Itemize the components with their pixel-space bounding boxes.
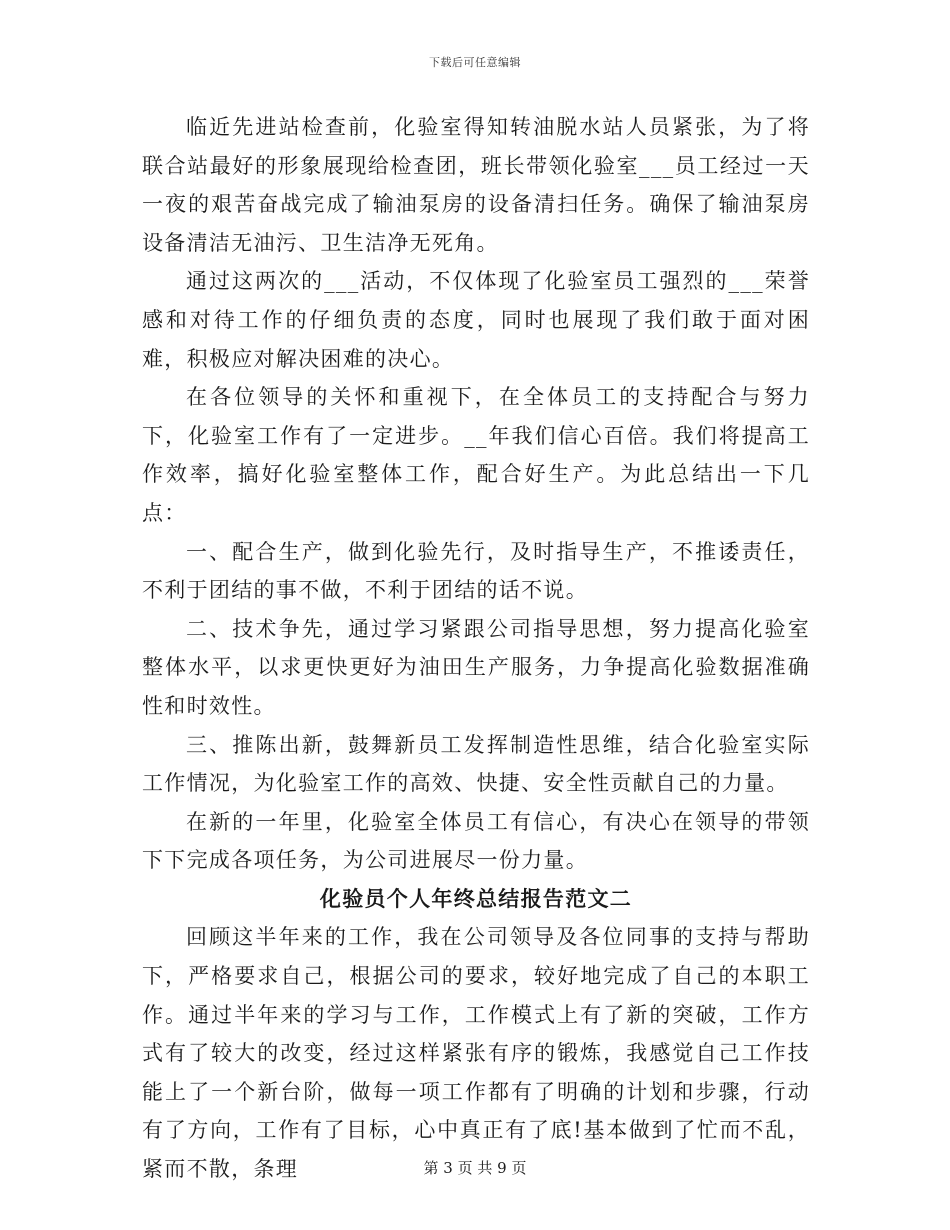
paragraph-point-one: 一、配合生产，做到化验先行，及时指导生产，不推诿责任，不利于团结的事不做，不利于团结的话不说。 xyxy=(142,539,810,603)
paragraph-progress: 在各位领导的关怀和重视下，在全体员工的支持配合与努力下，化验室工作有了一定进步。__年我们信心百倍。我们将提高工作效率，搞好化验室整体工作，配合好生产。为此总结出一下几点： xyxy=(142,385,810,525)
section-title: 化验员个人年终总结报告范文二 xyxy=(319,885,633,911)
document-body xyxy=(142,108,810,1189)
paragraph-point-three: 三、推陈出新，鼓舞新员工发挥制造性思维，结合化验室实际工作情况，为化验室工作的高效、快捷、安全性贡献自己的力量。 xyxy=(142,732,810,796)
paragraph-point-two: 二、技术争先，通过学习紧跟公司指导思想，努力提高化验室整体水平，以求更快更好为油田生产服务，力争提高化验数据准确性和时效性。 xyxy=(142,616,810,718)
paragraph-inspection-cleanup: 临近先进站检查前，化验室得知转油脱水站人员紧张，为了将联合站最好的形象展现给检查团，班长带领化验室___员工经过一天一夜的艰苦奋战完成了输油泵房的设备清扫任务。确保了输油泵房设备清洁无油污、卫生洁净无死角。 xyxy=(142,115,810,255)
paragraph-review: 回顾这半年来的工作，我在公司领导及各位同事的支持与帮助下，严格要求自己，根据公司的要求，较好地完成了自己的本职工作。通过半年来的学习与工作，工作模式上有了新的突破，工作方式有了较大的改变，经过这样紧张有序的锻炼，我感觉自己工作技能上了一个新台阶，做每一项工作都有了明确的计划和步骤，行动有了方向，工作有了目标，心中真正有了底!基本做到了忙而不乱，紧而不散，条理 xyxy=(142,925,810,1182)
paragraph-new-year: 在新的一年里，化验室全体员工有信心，有决心在领导的带领下下完成各项任务，为公司进展尽一份力量。 xyxy=(142,809,810,873)
paragraph-activity-summary: 通过这两次的___活动，不仅体现了化验室员工强烈的___荣誉感和对待工作的仔细负责的态度，同时也展现了我们敢于面对困难，积极应对解决困难的决心。 xyxy=(142,269,810,371)
page-number: 第 3 页 共 9 页 xyxy=(423,1159,527,1177)
page-header: 下载后可任意编辑 xyxy=(429,56,521,69)
